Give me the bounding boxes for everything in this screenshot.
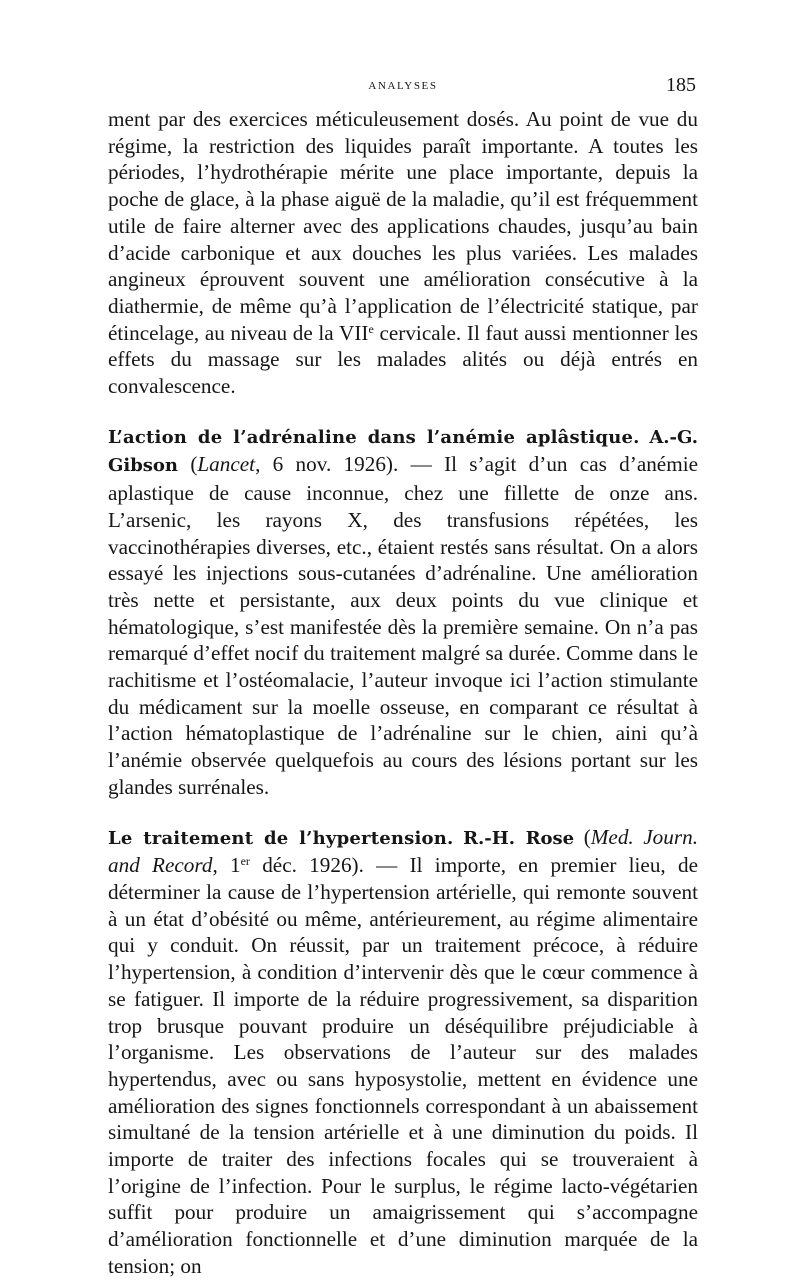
article-author: A.-G. Gibson — [108, 426, 699, 477]
article-adrenaline — [108, 423, 698, 801]
intro-text-after: cervicale. Il faut aussi mentionner les effets du massage sur les malades alités ou déjà entrés en convalescence. — [108, 320, 698, 399]
article-title: Le traitement de l’hypertension. — [108, 827, 454, 849]
page — [108, 72, 698, 1280]
article-hypertension — [108, 824, 698, 1280]
page-number: 185 — [666, 74, 696, 96]
publication-date: , 6 nov. 1926). — [255, 452, 399, 477]
journal-name: Lancet — [197, 452, 256, 477]
running-title: ANALYSES — [368, 80, 438, 92]
running-header — [108, 72, 698, 106]
date-superscript: er — [240, 854, 250, 869]
intro-text: ment par des exercices méticuleusement dosés. Au point de vue du régime, la restriction des liquides paraît importante. A toutes les périodes, l’hydrothérapie mérite une place importante, depuis la poche de glace, à la phase aiguë de la maladie, qu’il est fréquemment utile de faire alterner avec des applications chaudes, jusqu’au bain d’acide carbonique et aux douches les plus variées. Les malades angineux éprouvent souvent une amélioration consécutive à la diathermie, de même qu’à l’application de l’électricité statique, par étincelage, au niveau de la VII — [108, 107, 698, 345]
article-title: L’action de l’adrénaline dans l’anémie aplâstique. — [108, 426, 640, 448]
journal-name: Med. Journ. and Record — [108, 824, 699, 878]
citation-open: ( — [574, 824, 591, 849]
continued-paragraph — [108, 106, 698, 400]
article-author: R.-H. Rose — [463, 827, 575, 849]
publication-date: , 1 — [212, 853, 241, 878]
publication-date-after: déc. 1926). — [249, 853, 364, 878]
citation-open: ( — [178, 452, 198, 477]
article-body: — Il s’agit d’un cas d’anémie aplastique de cause inconnue, chez une fillette de onze ans. L’arsenic, les rayons X, des transfusions répétées, les vaccinothérapies diverses, etc., étaient restés sans résultat. On a alors essayé les injections sous-cutanées d’adrénaline. Une amélioration très nette et persistante, aux deux points du vue clinique et hématologique, s’est manifestée dès la première semaine. On n’a pas remarqué d’effet nocif du traitement malgré sa durée. Comme dans le rachitisme et l’ostéomalacie, l’auteur invoque ici l’action stimulante du médicament sur la moelle osseuse, en comparant ce résultat à l’action hématoplastique de l’adrénaline sur le chien, aini qu’à l’anémie observée quelquefois au cours des lésions portant sur les glandes surrénales. — [108, 452, 698, 799]
intro-superscript: e — [368, 321, 374, 336]
article-body: — Il importe, en premier lieu, de déterminer la cause de l’hypertension artérielle, qui remonte souvent à un état d’obésité ou même, antérieurement, au régime alimentaire qui y conduit. On réussit, par un traitement précoce, à réduire l’hypertension, à condition d’intervenir dès que le cœur commence à se fatiguer. Il importe de la réduire progressivement, sa disparition trop brusque pouvant produire un déséquilibre préjudiciable à l’organisme. Les observations de l’auteur sur des malades hypertendus, avec ou sans hyposystolie, mettent en évidence une amélioration des signes fonctionnels correspondant à un abaissement simultané de la tension artérielle et à une diminution du poids. Il importe de traiter des infections focales qui se trouveraient à l’origine de l’infection. Pour le surplus, le régime lacto-végétarien suffit pour produire un amaigrissement qui s’accompagne d’amélioration fonctionnelle et d’une diminution marquée de la tension; on — [108, 853, 698, 1278]
